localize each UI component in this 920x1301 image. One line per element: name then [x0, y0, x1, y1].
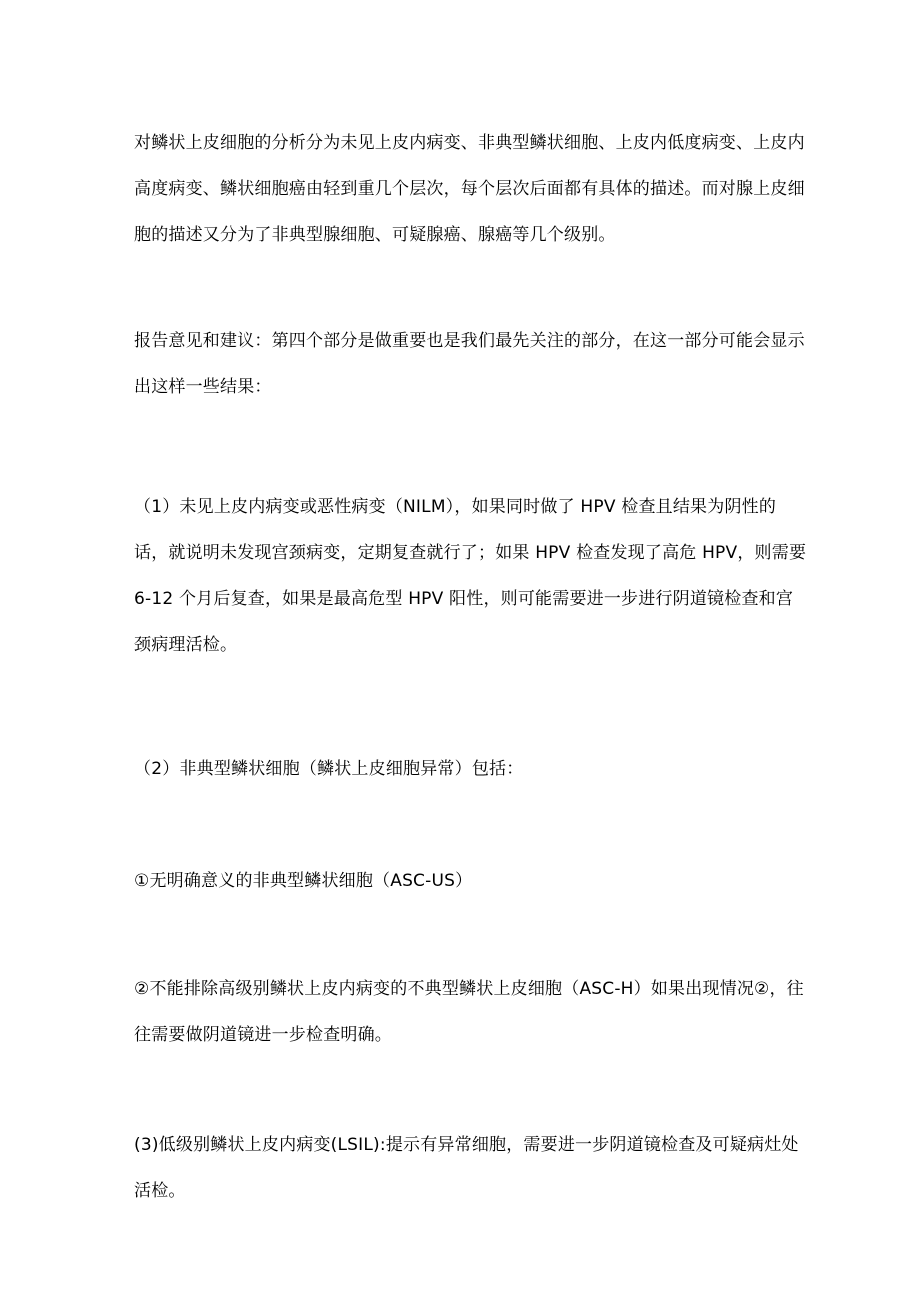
paragraph-nilm: （1）未见上皮内病变或恶性病变（NILM），如果同时做了 HPV 检查且结果为阴性的话，就说明未发现宫颈病变，定期复查就行了；如果 HPV 检查发现了高危 HPV，则需要 6-12 个月后复查，如果是最高危型 HPV 阳性，则可能需要进一步进行阴道镜检查和宫颈病理活检。 — [134, 497, 807, 655]
paragraph-atypical-squamous: （2）非典型鳞状细胞（鳞状上皮细胞异常）包括： — [134, 759, 524, 779]
paragraph-asc-h: ②不能排除高级别鳞状上皮内病变的不典型鳞状上皮细胞（ASC-H）如果出现情况②，往往需要做阴道镜进一步检查明确。 — [134, 979, 804, 1045]
paragraph-lsil: (3)低级别鳞状上皮内病变(LSIL):提示有异常细胞，需要进一步阴道镜检查及可疑病灶处活检。 — [134, 1135, 799, 1201]
paragraph-squamous-analysis: 对鳞状上皮细胞的分析分为未见上皮内病变、非典型鳞状细胞、上皮内低度病变、上皮内高度病变、鳞状细胞癌由轻到重几个层次，每个层次后面都有具体的描述。而对腺上皮细胞的描述又分为了非典型腺细胞、可疑腺癌、腺癌等几个级别。 — [134, 133, 805, 245]
paragraph-report-opinion: 报告意见和建议：第四个部分是做重要也是我们最先关注的部分，在这一部分可能会显示出这样一些结果： — [134, 331, 805, 397]
paragraph-asc-us: ①无明确意义的非典型鳞状细胞（ASC-US） — [134, 871, 473, 891]
